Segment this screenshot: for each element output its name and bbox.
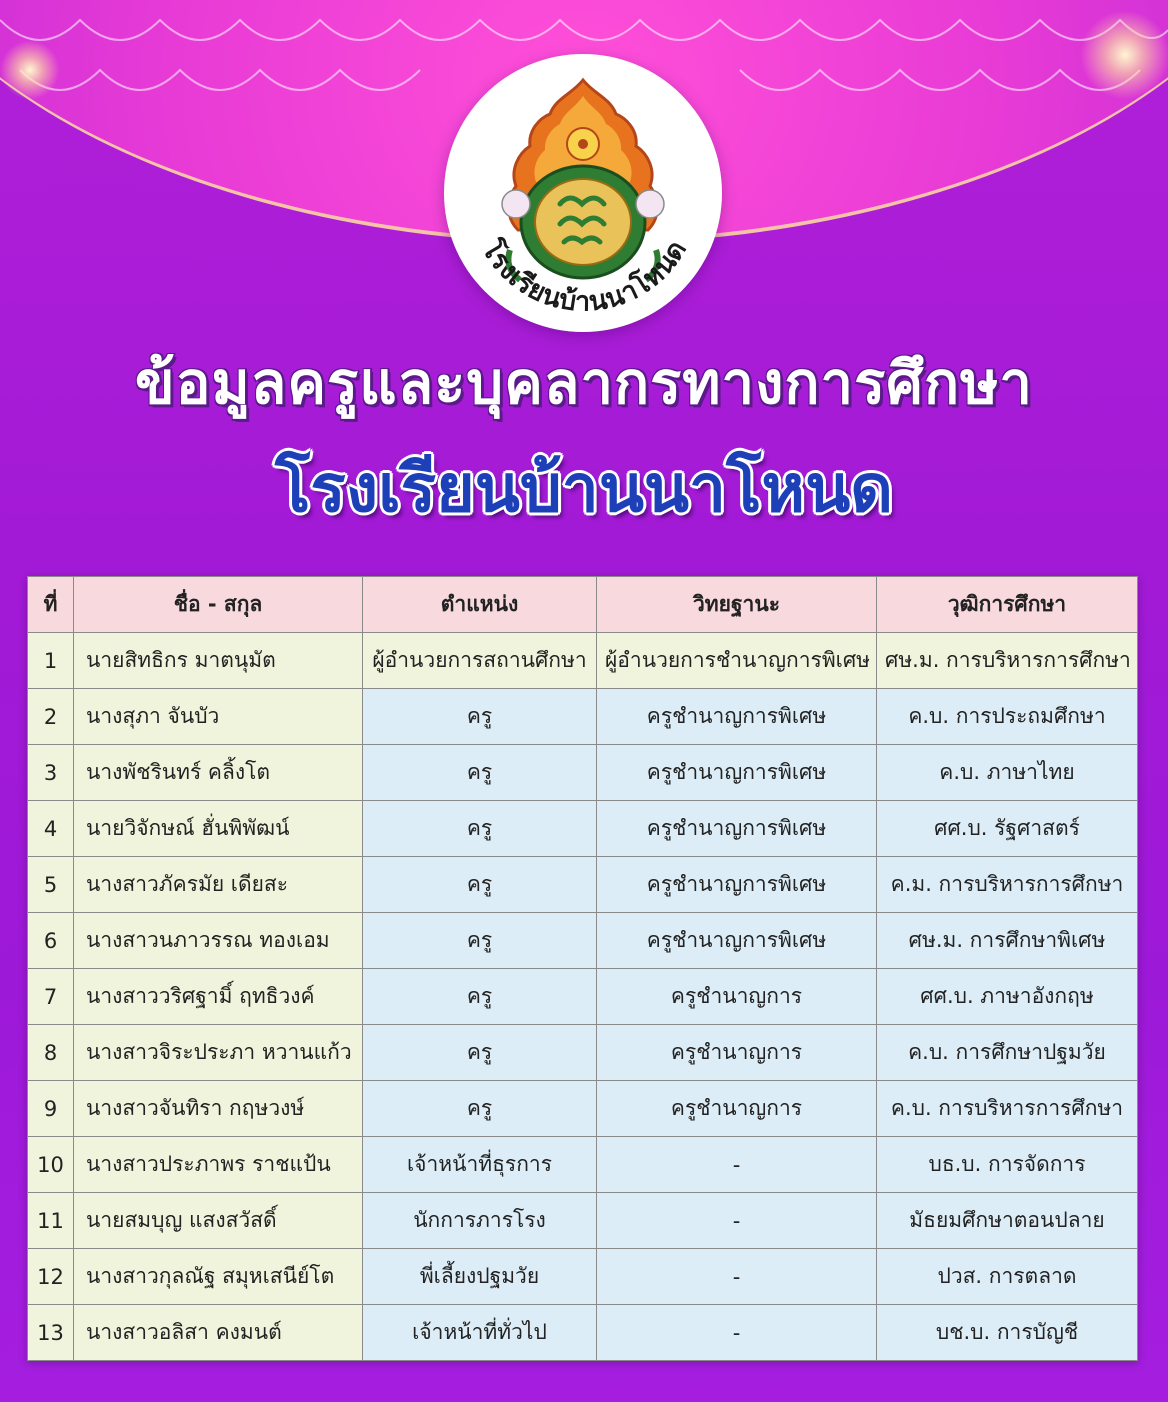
cell-rank: ครูชำนาญการพิเศษ — [597, 689, 877, 745]
cell-position: เจ้าหน้าที่ทั่วไป — [363, 1305, 597, 1361]
cell-position: ครู — [363, 801, 597, 857]
cell-position: ผู้อำนวยการสถานศึกษา — [363, 633, 597, 689]
cell-name: นางสาวกุลณัฐ สมุหเสนีย์โต — [74, 1249, 363, 1305]
cell-position: นักการภารโรง — [363, 1193, 597, 1249]
cell-no: 2 — [28, 689, 74, 745]
cell-rank: ครูชำนาญการ — [597, 1081, 877, 1137]
table-row — [28, 689, 1138, 745]
header-rank: วิทยฐานะ — [597, 577, 877, 633]
cell-no: 1 — [28, 633, 74, 689]
cell-name: นายสมบุญ แสงสวัสดิ์ — [74, 1193, 363, 1249]
cell-name: นางสาวอลิสา คงมนต์ — [74, 1305, 363, 1361]
cell-no: 6 — [28, 913, 74, 969]
table-row — [28, 1025, 1138, 1081]
cell-education: ค.บ. การศึกษาปฐมวัย — [877, 1025, 1138, 1081]
obec-emblem-icon — [444, 54, 722, 332]
staff-table — [27, 576, 1138, 1361]
cell-no: 9 — [28, 1081, 74, 1137]
cell-education: ศษ.ม. การบริหารการศึกษา — [877, 633, 1138, 689]
cell-position: เจ้าหน้าที่ธุรการ — [363, 1137, 597, 1193]
cell-no: 3 — [28, 745, 74, 801]
cell-rank: - — [597, 1193, 877, 1249]
header-position: ตำแหน่ง — [363, 577, 597, 633]
cell-rank: - — [597, 1137, 877, 1193]
cell-name: นางพัชรินทร์ คลิ้งโต — [74, 745, 363, 801]
table-row — [28, 1305, 1138, 1361]
cell-education: ศศ.บ. รัฐศาสตร์ — [877, 801, 1138, 857]
cell-position: ครู — [363, 1025, 597, 1081]
cell-education: บธ.บ. การจัดการ — [877, 1137, 1138, 1193]
cell-name: นางสาวนภาวรรณ ทองเอม — [74, 913, 363, 969]
cell-education: ศศ.บ. ภาษาอังกฤษ — [877, 969, 1138, 1025]
cell-education: ค.บ. ภาษาไทย — [877, 745, 1138, 801]
table-row — [28, 1193, 1138, 1249]
cell-education: มัธยมศึกษาตอนปลาย — [877, 1193, 1138, 1249]
logo-school-name: โรงเรียนบ้านนาโหนด — [475, 235, 693, 318]
cell-no: 12 — [28, 1249, 74, 1305]
cell-name: นายวิจักษณ์ ฮั่นพิพัฒน์ — [74, 801, 363, 857]
cell-rank: ครูชำนาญการพิเศษ — [597, 913, 877, 969]
cell-name: นางสาววริศฐามิ์ ฤทธิวงค์ — [74, 969, 363, 1025]
cell-rank: - — [597, 1249, 877, 1305]
cell-name: นางสุภา จันบัว — [74, 689, 363, 745]
cell-position: ครู — [363, 1081, 597, 1137]
cell-name: นางสาวจิระประภา หวานแก้ว — [74, 1025, 363, 1081]
cell-education: บช.บ. การบัญชี — [877, 1305, 1138, 1361]
cell-no: 10 — [28, 1137, 74, 1193]
school-name-title: โรงเรียนบ้านนาโหนด — [274, 450, 894, 527]
cell-no: 13 — [28, 1305, 74, 1361]
header-education: วุฒิการศึกษา — [877, 577, 1138, 633]
cell-name: นายสิทธิกร มาตนุมัต — [74, 633, 363, 689]
cell-education: ค.บ. การประถมศึกษา — [877, 689, 1138, 745]
cell-rank: ผู้อำนวยการชำนาญการพิเศษ — [597, 633, 877, 689]
cell-no: 11 — [28, 1193, 74, 1249]
cell-education: ศษ.ม. การศึกษาพิเศษ — [877, 913, 1138, 969]
cell-position: ครู — [363, 857, 597, 913]
cell-rank: ครูชำนาญการพิเศษ — [597, 857, 877, 913]
table-row — [28, 801, 1138, 857]
cell-name: นางสาวภัครมัย เดียสะ — [74, 857, 363, 913]
cell-rank: ครูชำนาญการ — [597, 969, 877, 1025]
table-header-row — [28, 577, 1138, 633]
table-row — [28, 1081, 1138, 1137]
header-no: ที่ — [28, 577, 74, 633]
table-row — [28, 969, 1138, 1025]
cell-rank: ครูชำนาญการพิเศษ — [597, 745, 877, 801]
table-row — [28, 913, 1138, 969]
cell-no: 8 — [28, 1025, 74, 1081]
cell-rank: - — [597, 1305, 877, 1361]
cell-position: ครู — [363, 969, 597, 1025]
table-row — [28, 745, 1138, 801]
cell-position: ครู — [363, 745, 597, 801]
cell-education: ปวส. การตลาด — [877, 1249, 1138, 1305]
cell-rank: ครูชำนาญการ — [597, 1025, 877, 1081]
cell-education: ค.ม. การบริหารการศึกษา — [877, 857, 1138, 913]
table-row — [28, 857, 1138, 913]
cell-position: พี่เลี้ยงปฐมวัย — [363, 1249, 597, 1305]
header-name: ชื่อ - สกุล — [74, 577, 363, 633]
cell-name: นางสาวประภาพร ราชแป้น — [74, 1137, 363, 1193]
table-row — [28, 1137, 1138, 1193]
cell-rank: ครูชำนาญการพิเศษ — [597, 801, 877, 857]
page-title: ข้อมูลครูและบุคลากรทางการศึกษา — [135, 349, 1033, 417]
cell-no: 4 — [28, 801, 74, 857]
table-row — [28, 1249, 1138, 1305]
sparkle-decoration — [0, 40, 60, 100]
cell-name: นางสาวจันทิรา กฤษวงษ์ — [74, 1081, 363, 1137]
sparkle-decoration — [1080, 10, 1168, 100]
cell-no: 5 — [28, 857, 74, 913]
school-logo — [444, 54, 722, 332]
cell-no: 7 — [28, 969, 74, 1025]
cell-position: ครู — [363, 913, 597, 969]
cell-education: ค.บ. การบริหารการศึกษา — [877, 1081, 1138, 1137]
table-row — [28, 633, 1138, 689]
cell-position: ครู — [363, 689, 597, 745]
